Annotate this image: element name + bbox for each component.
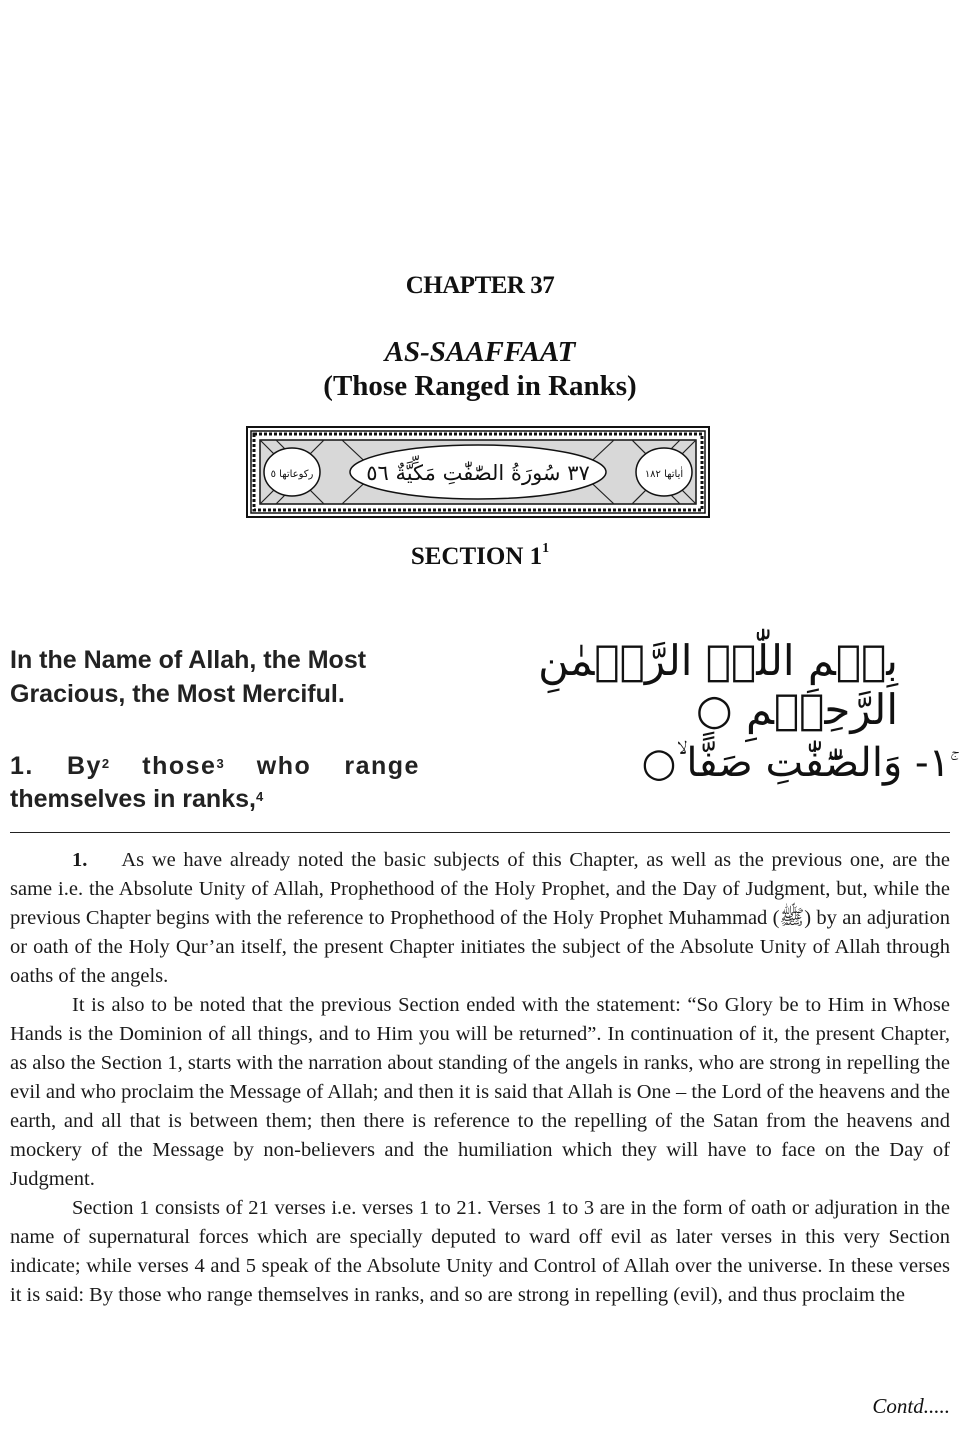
banner-right-panel: اٰیاتها ١٨٢ — [644, 469, 684, 480]
surah-title: AS-SAAFFAAT — [384, 336, 576, 368]
footnote-ref-4[interactable]: 4 — [255, 789, 264, 804]
surah-subtitle: (Those Ranged in Ranks) — [323, 370, 637, 402]
verse-word: who — [256, 752, 312, 780]
footnote-divider — [10, 832, 950, 833]
bismillah-english: In the Name of Allah, the Most Gracious, the Most Merciful. — [10, 646, 367, 708]
verse-word: range — [344, 752, 420, 780]
surah-banner — [246, 426, 710, 518]
continued-marker: Contd..... — [872, 1394, 950, 1418]
verse-word: those — [142, 752, 217, 780]
banner-surah-text: ٣٧ سُورَةُ الصّٰفّٰتِ مَكِّيَّةٌ ٥٦ — [366, 461, 590, 485]
section-footnote-ref[interactable]: 1 — [542, 541, 550, 556]
verse-1-english — [10, 750, 420, 816]
section-label: SECTION 1 — [410, 543, 543, 570]
commentary-paragraph — [10, 846, 950, 991]
section-heading — [0, 543, 960, 571]
commentary-text: As we have already noted the basic subjects of this Chapter, as well as the previous one, are the same i.e. the Absolute Unity of Allah, Prophethood of the Holy Prophet, and the Day of Judgment, but, while the previous Chapter begins with the reference to Prophethood of the Holy Prophet Muhammad (ﷺ) by an adjuration or oath of the Holy Qur’an itself, the present Chapter initiates the subject of the Absolute Unity of Allah through oaths of the angels. — [10, 849, 950, 987]
footnote-commentary — [10, 846, 950, 1310]
commentary-paragraph: It is also to be noted that the previous Section ended with the statement: “So Glory be to Him in Whose Hands is the Dominion of all things, and to Him you will be returned”. In continuation of it, the present Chapter, as also the Section 1, starts with the narration about standing of the angels in ranks, who are strong in repelling the evil and who proclaim the Message of Allah; and then it is said that Allah is One – the Lord of the heavens and the earth, and all that is between them; then there is reference to the repelling of the Satan from the heavens and mockery of the Message by non-believers and the humiliation which they will have to face on the Day of Judgment. — [10, 994, 950, 1190]
footnote-number: 1. — [72, 849, 88, 871]
footnote-ref-3[interactable]: 3 — [216, 756, 224, 771]
footnote-ref-2[interactable]: 2 — [101, 756, 110, 771]
verse-1-arabic: ١- وَالصّٰٓفّٰتِ صَفًّا ۙ○ — [641, 740, 950, 786]
bismillah-arabic: بِسۡمِ اللّٰہِ الرَّحۡمٰنِ الرَّحِیۡمِ ○ — [538, 636, 898, 734]
commentary-paragraph: Section 1 consists of 21 verses i.e. verses 1 to 21. Verses 1 to 3 are in the form of oath or adjuration in the name of supernatural forces which are specially deputed to ward off evil as later verses in this very Section indicate; while verses 4 and 5 speak of the Absolute Unity and Control of Allah over the universe. In these verses it is said: By those who range themselves in ranks, and so are strong in repelling (evil), and thus proclaim the — [10, 1197, 950, 1306]
chapter-heading: CHAPTER 37 — [405, 272, 555, 299]
verse-number: 1. — [10, 752, 34, 780]
verse-line-2: themselves in ranks, — [10, 785, 256, 813]
banner-left-panel: رکوعاتها ٥ — [270, 469, 314, 480]
verse-word: By — [66, 752, 102, 780]
